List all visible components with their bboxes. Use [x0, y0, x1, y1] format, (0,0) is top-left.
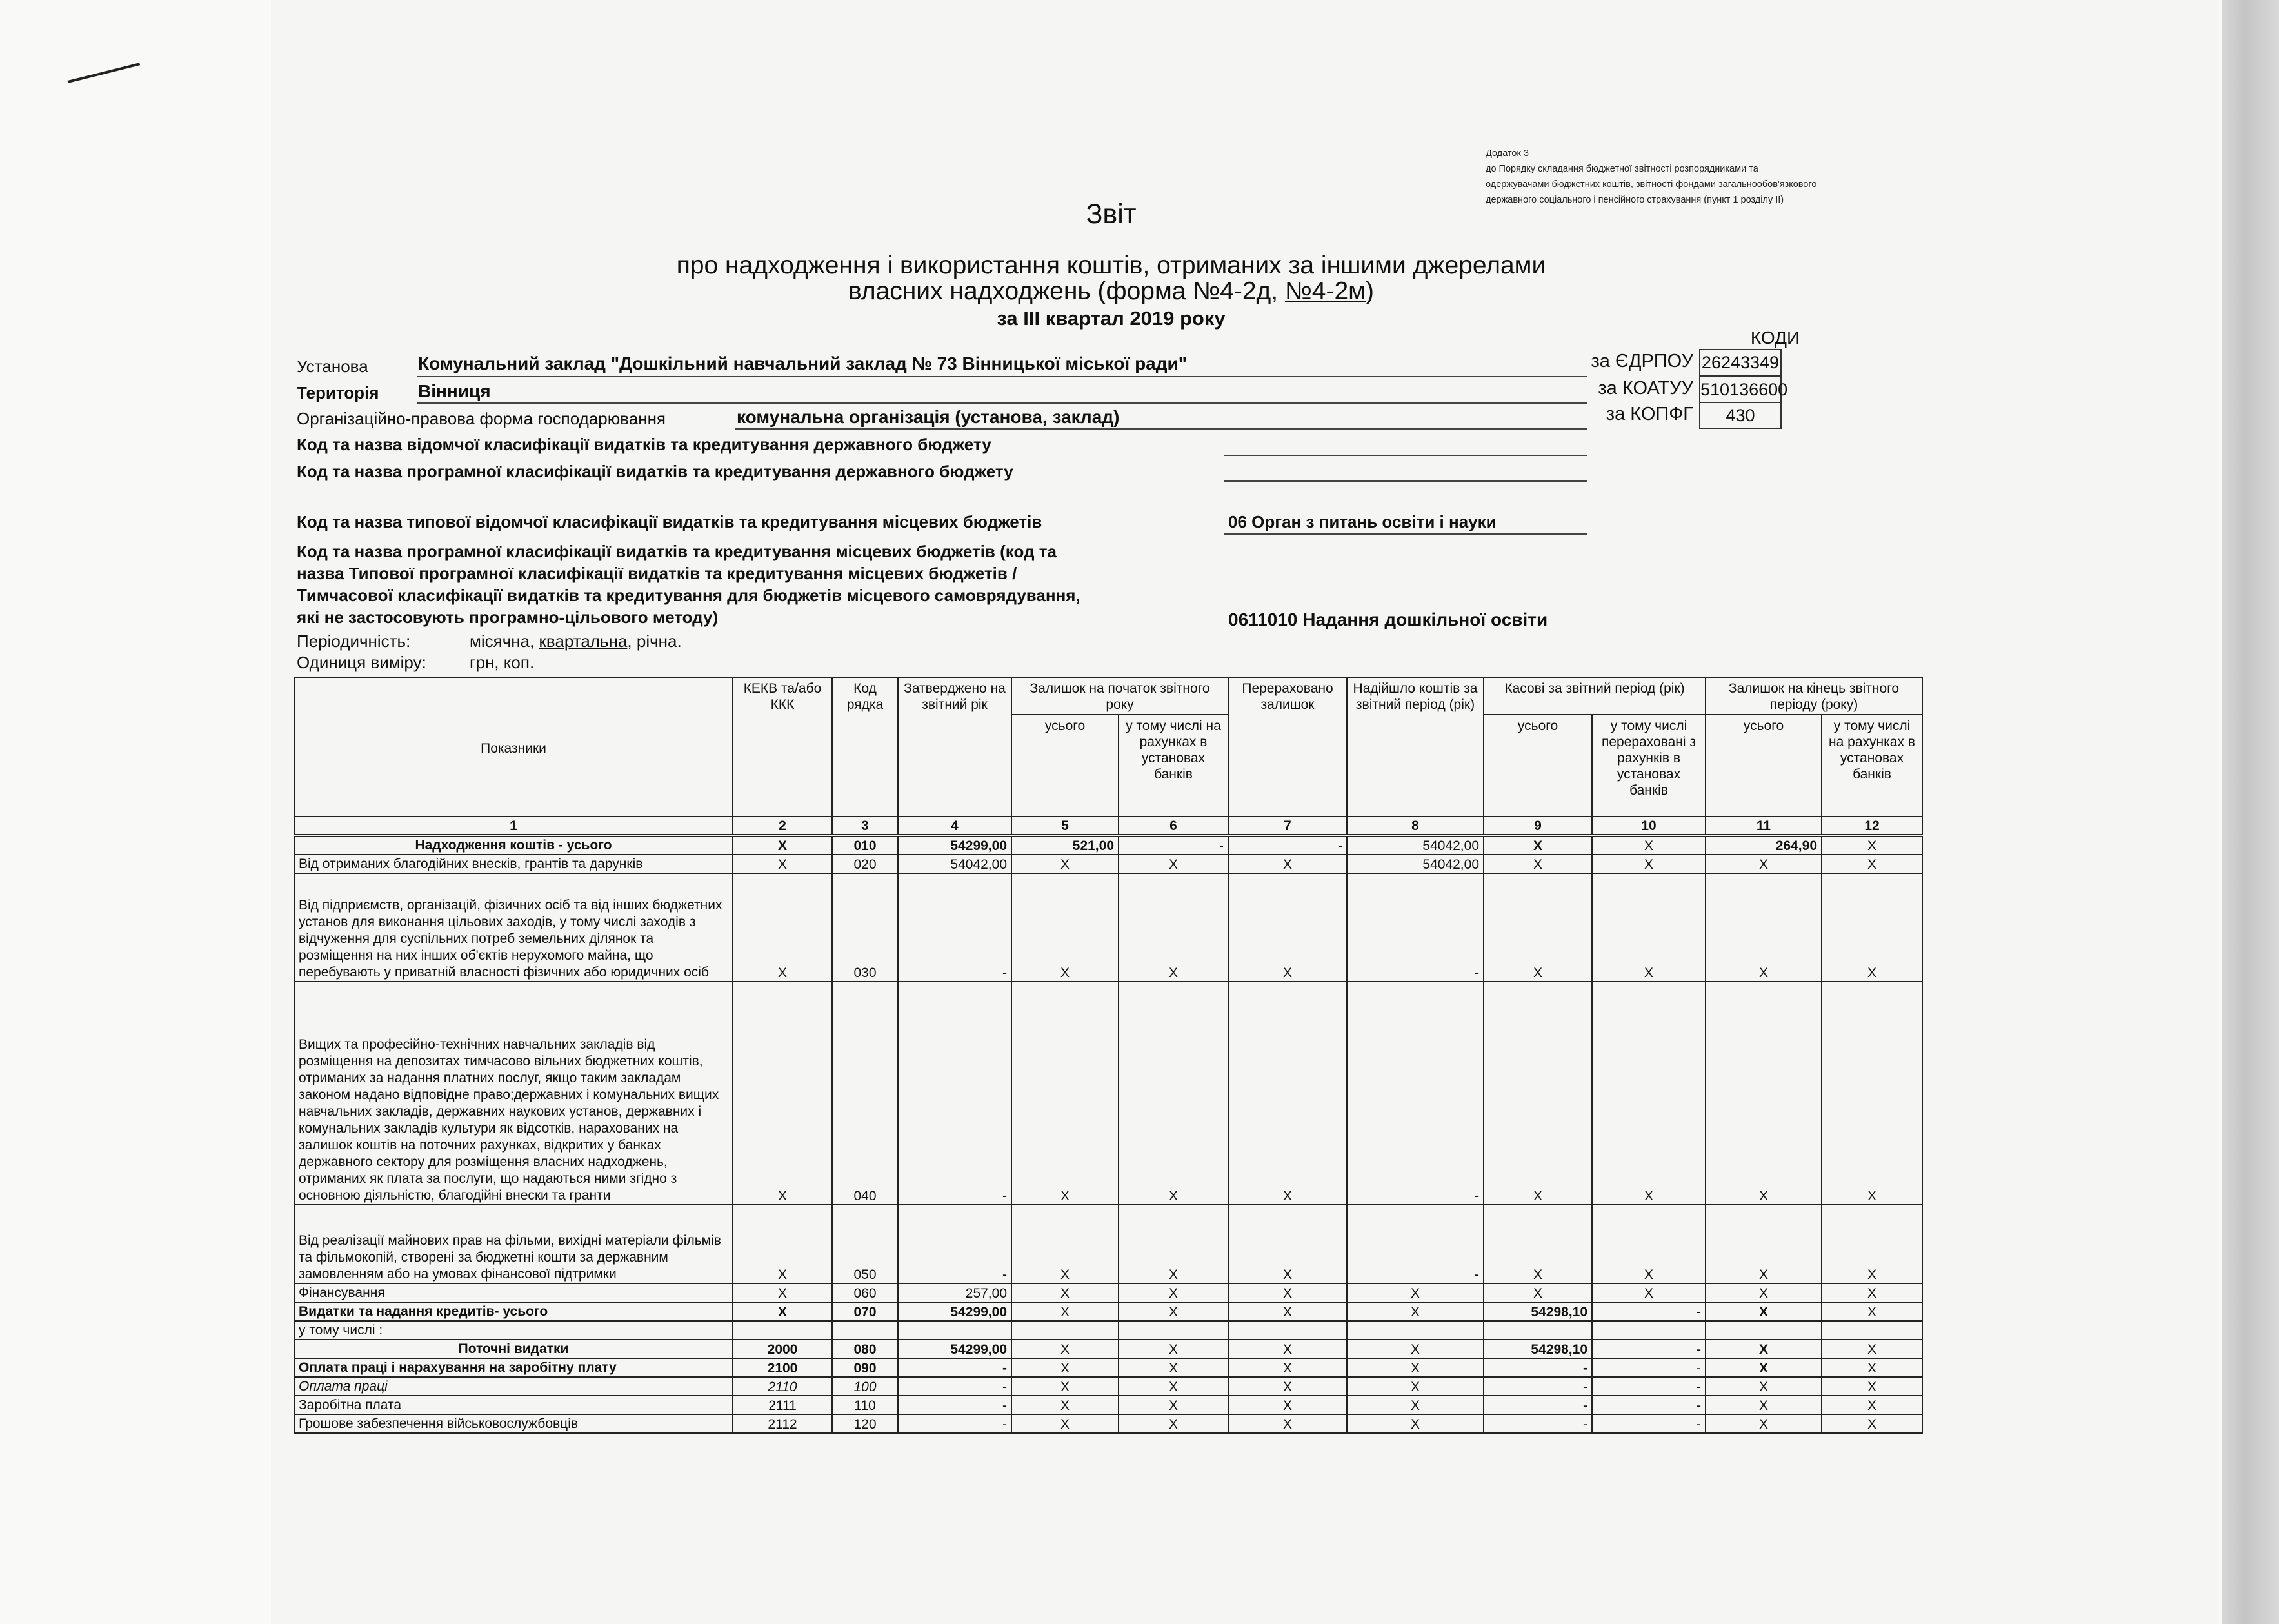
row-cell	[898, 1321, 1011, 1340]
column-number: 8	[1347, 817, 1484, 836]
row-cell: Х	[1706, 873, 1822, 982]
row-cell: -	[1484, 1377, 1592, 1396]
row-cell: Х	[1011, 855, 1119, 873]
header-balance-start: Залишок на початок звітного року	[1011, 677, 1228, 715]
column-number: 11	[1706, 817, 1822, 836]
row-cell: 040	[832, 982, 898, 1205]
table-row	[294, 982, 1922, 1205]
row-cell: Х	[1119, 1396, 1228, 1414]
row-cell: Х	[1706, 1396, 1822, 1414]
row-cell: Х	[1706, 1340, 1822, 1358]
row-cell: Х	[1822, 1377, 1922, 1396]
row-cell: Х	[1484, 873, 1592, 982]
periodicity-label: Періодичність:	[297, 631, 411, 651]
row-cell: Х	[1592, 855, 1706, 873]
row-cell: Х	[1119, 1302, 1228, 1321]
appendix-line: Додаток 3	[1486, 148, 1529, 159]
row-cell: Х	[1706, 1414, 1822, 1433]
row-indicator: Надходження коштів - усього	[294, 836, 733, 855]
header-in-banks: у тому числі на рахунках в установах банків	[1119, 715, 1228, 817]
table-row	[294, 1358, 1922, 1377]
column-number: 3	[832, 817, 898, 836]
header-approved: Затверджено на звітний рік	[898, 677, 1011, 817]
row-indicator: Оплата праці	[294, 1377, 733, 1396]
report-subtitle: про надходження і використання коштів, отриманих за іншими джерелами	[676, 252, 1546, 279]
row-cell: Х	[1011, 1302, 1119, 1321]
row-cell	[1228, 1321, 1347, 1340]
row-cell: Х	[1228, 1377, 1347, 1396]
report-period: за III квартал 2019 року	[997, 307, 1226, 330]
row-cell: Х	[1592, 873, 1706, 982]
kopfg-label: за КОПФГ	[1606, 404, 1693, 424]
row-cell: -	[898, 873, 1011, 982]
row-indicator: Видатки та надання кредитів- усього	[294, 1302, 733, 1321]
row-cell: Х	[1228, 1302, 1347, 1321]
underline	[1224, 533, 1587, 535]
header-kekv: КЕКВ та/або ККК	[733, 677, 832, 817]
local-prog-label: Тимчасової класифікації видатків та кредитування для бюджетів місцевого самоврядування,	[297, 586, 1080, 605]
local-prog-value: 0611010 Надання дошкільної освіти	[1228, 609, 1548, 629]
codes-heading: КОДИ	[1750, 328, 1800, 348]
header-total: усього	[1011, 715, 1119, 817]
row-cell: Х	[1484, 855, 1592, 873]
row-cell: Х	[733, 1205, 832, 1283]
row-cell	[1484, 1321, 1592, 1340]
form-number-underlined: №4-2м	[1284, 277, 1366, 305]
row-cell: 030	[832, 873, 898, 982]
row-indicator: Поточні видатки	[294, 1340, 733, 1358]
pen-mark	[68, 63, 141, 83]
row-cell: -	[1119, 836, 1228, 855]
row-cell: Х	[1822, 1358, 1922, 1377]
appendix-line: державного соціального і пенсійного страхування (пункт 1 розділу ІІ)	[1486, 195, 1784, 205]
row-cell: Х	[1592, 982, 1706, 1205]
row-cell: Х	[1592, 836, 1706, 855]
row-cell: -	[1592, 1396, 1706, 1414]
row-cell: 54299,00	[898, 836, 1011, 855]
table-row	[294, 1283, 1922, 1302]
row-cell: Х	[1822, 873, 1922, 982]
row-cell: 120	[832, 1414, 898, 1433]
row-cell: Х	[1011, 1358, 1119, 1377]
edrpou-label: за ЄДРПОУ	[1591, 351, 1693, 371]
row-cell: Х	[1822, 1302, 1922, 1321]
row-cell: 090	[832, 1358, 898, 1377]
local-prog-label: назва Типової програмної класифікації видатків та кредитування місцевих бюджетів /	[297, 564, 1017, 583]
row-cell: 257,00	[898, 1283, 1011, 1302]
row-cell: 54299,00	[898, 1340, 1011, 1358]
row-cell: Х	[1011, 1377, 1119, 1396]
row-cell: Х	[1119, 1414, 1228, 1433]
row-cell: -	[898, 1414, 1011, 1433]
row-cell: 54042,00	[1347, 855, 1484, 873]
row-cell: 54298,10	[1484, 1340, 1592, 1358]
row-cell: 2112	[733, 1414, 832, 1433]
row-indicator: Від реалізації майнових прав на фільми, вихідні матеріали фільмів та фільмокопій, створені за бюджетні кошти за державним замовленням або на умовах фінансової підтримки	[294, 1205, 733, 1283]
underline	[417, 376, 1587, 377]
row-cell: Х	[1822, 1283, 1922, 1302]
header-transferred: Перераховано залишок	[1228, 677, 1347, 817]
form-text: власних надходжень (форма №4-2д, №4-2м)	[848, 277, 1374, 305]
row-cell: 54299,00	[898, 1302, 1011, 1321]
row-cell: Х	[1484, 1283, 1592, 1302]
row-cell: 521,00	[1011, 836, 1119, 855]
row-cell: Х	[1011, 1396, 1119, 1414]
row-cell: Х	[1119, 1377, 1228, 1396]
row-cell: Х	[1706, 1358, 1822, 1377]
row-cell: Х	[1228, 1358, 1347, 1377]
row-cell: -	[1228, 836, 1347, 855]
row-cell: Х	[1119, 1283, 1228, 1302]
row-cell	[1119, 1321, 1228, 1340]
row-cell: -	[1484, 1396, 1592, 1414]
row-indicator: Заробітна плата	[294, 1396, 733, 1414]
row-cell: -	[1347, 1205, 1484, 1283]
row-cell: Х	[1119, 982, 1228, 1205]
row-cell: -	[1347, 982, 1484, 1205]
row-cell: Х	[733, 873, 832, 982]
table-row	[294, 873, 1922, 982]
row-cell: 2110	[733, 1377, 832, 1396]
edrpou-code: 26243349	[1699, 349, 1782, 376]
table-row	[294, 1205, 1922, 1283]
row-cell: Х	[1822, 1205, 1922, 1283]
table-row	[294, 1321, 1922, 1340]
row-cell	[1347, 1321, 1484, 1340]
row-cell: Х	[1822, 1340, 1922, 1358]
row-cell: Х	[1592, 1205, 1706, 1283]
row-cell: Х	[1347, 1377, 1484, 1396]
row-cell: Х	[1822, 982, 1922, 1205]
table-row	[294, 855, 1922, 873]
row-indicator: Від отриманих благодійних внесків, грантів та дарунків	[294, 855, 733, 873]
row-cell: 2100	[733, 1358, 832, 1377]
table-row	[294, 1302, 1922, 1321]
typical-class-value: 06 Орган з питань освіти і науки	[1228, 512, 1497, 531]
dept-class-label: Код та назва відомчої класифікації видатків та кредитування державного бюджету	[297, 435, 991, 454]
row-cell: Х	[1228, 1283, 1347, 1302]
header-balance-end: Залишок на кінець звітного періоду (року)	[1706, 677, 1922, 715]
report-title: Звіт	[1086, 199, 1137, 230]
row-cell: 080	[832, 1340, 898, 1358]
underline	[735, 428, 1587, 430]
row-cell: -	[1592, 1377, 1706, 1396]
prog-class-label: Код та назва програмної класифікації видатків та кредитування державного бюджету	[297, 462, 1013, 481]
row-cell	[1011, 1321, 1119, 1340]
row-cell: Х	[1011, 1205, 1119, 1283]
row-cell: Х	[1011, 1340, 1119, 1358]
row-cell: Х	[1706, 855, 1822, 873]
row-cell: 2000	[733, 1340, 832, 1358]
header-transferred-from-banks: у тому числі перераховані з рахунків в установах банків	[1592, 715, 1706, 817]
periodicity-quarterly: квартальна	[539, 631, 628, 651]
row-cell: Х	[1822, 1414, 1922, 1433]
column-number: 7	[1228, 817, 1347, 836]
row-cell: Х	[733, 836, 832, 855]
row-indicator: Грошове забезпечення військовослужбовців	[294, 1414, 733, 1433]
row-cell: Х	[1228, 873, 1347, 982]
row-cell: -	[898, 982, 1011, 1205]
row-cell: -	[898, 1358, 1011, 1377]
row-cell: Х	[1822, 855, 1922, 873]
row-cell: 54042,00	[898, 855, 1011, 873]
column-number: 2	[733, 817, 832, 836]
local-prog-label: Код та назва програмної класифікації видатків та кредитування місцевих бюджетів (код та	[297, 542, 1057, 561]
row-cell: Х	[1484, 1205, 1592, 1283]
row-cell: 110	[832, 1396, 898, 1414]
column-number: 1	[294, 817, 733, 836]
column-number: 12	[1822, 817, 1922, 836]
header-in-banks: у тому числі на рахунках в установах банків	[1822, 715, 1922, 817]
table-row	[294, 1414, 1922, 1433]
row-cell: 54042,00	[1347, 836, 1484, 855]
row-cell: 100	[832, 1377, 898, 1396]
underline	[1224, 455, 1587, 456]
periodicity-yearly: , річна.	[627, 631, 682, 651]
row-cell: Х	[1484, 982, 1592, 1205]
row-cell: Х	[733, 1302, 832, 1321]
row-indicator: Вищих та професійно-технічних навчальних закладів від розміщення на депозитах тимчасово вільних бюджетних коштів, отриманих за надання платних послуг, якщо таким закладам законом надано відповідне право;державних і комунальних вищих навчальних закладів, державних наукових установ, державних і комунальних закладів культури як відсотків, нарахованих на залишок коштів на поточних рахунках, відкритих у банках державного сектору для розміщення власних надходжень, отриманих як плата за послуги, що надаються ними згідно з основною діяльністю, благодійні внески та гранти	[294, 982, 733, 1205]
row-cell: -	[1484, 1414, 1592, 1433]
row-cell: -	[898, 1377, 1011, 1396]
row-cell: Х	[1011, 1283, 1119, 1302]
row-cell: -	[1592, 1414, 1706, 1433]
row-cell: Х	[1484, 836, 1592, 855]
row-indicator: у тому числі :	[294, 1321, 733, 1340]
row-cell: Х	[1119, 1340, 1228, 1358]
row-cell: Х	[1228, 1396, 1347, 1414]
column-number: 6	[1119, 817, 1228, 836]
row-cell: Х	[1706, 1205, 1822, 1283]
row-cell: -	[898, 1396, 1011, 1414]
territory-label: Територія	[297, 383, 379, 402]
row-cell: -	[898, 1205, 1011, 1283]
row-cell	[832, 1321, 898, 1340]
row-cell: Х	[1592, 1283, 1706, 1302]
row-cell: 54298,10	[1484, 1302, 1592, 1321]
scanner-edge	[2222, 0, 2279, 1624]
row-cell: Х	[733, 982, 832, 1205]
report-subtitle-form	[0, 277, 2222, 306]
institution-label: Установа	[297, 357, 368, 376]
typical-class-label: Код та назва типової відомчої класифікації видатків та кредитування місцевих бюджетів	[297, 512, 1042, 531]
periodicity-monthly: місячна,	[470, 631, 539, 651]
table-row	[294, 1340, 1922, 1358]
form-label: Організаційно-правова форма господарювання	[297, 409, 666, 428]
header-total: усього	[1484, 715, 1592, 817]
local-prog-label: які не застосовують програмно-цільового методу)	[297, 608, 719, 627]
row-cell: Х	[1119, 855, 1228, 873]
header-received: Надійшло коштів за звітний період (рік)	[1347, 677, 1484, 817]
row-cell	[1592, 1321, 1706, 1340]
row-cell	[733, 1321, 832, 1340]
column-number: 9	[1484, 817, 1592, 836]
row-cell: -	[1592, 1358, 1706, 1377]
row-cell: 070	[832, 1302, 898, 1321]
row-cell: Х	[733, 1283, 832, 1302]
row-indicator: Фінансування	[294, 1283, 733, 1302]
row-cell: -	[1347, 873, 1484, 982]
row-cell: Х	[1228, 1340, 1347, 1358]
row-cell: Х	[1119, 1205, 1228, 1283]
row-cell: Х	[1228, 982, 1347, 1205]
column-number: 5	[1011, 817, 1119, 836]
row-cell: Х	[1347, 1340, 1484, 1358]
row-cell: 060	[832, 1283, 898, 1302]
row-cell: Х	[1228, 1414, 1347, 1433]
appendix-line: до Порядку складання бюджетної звітності розпорядниками та	[1486, 164, 1758, 174]
table-row	[294, 1396, 1922, 1414]
row-cell: Х	[1347, 1283, 1484, 1302]
koatuu-label: за КОАТУУ	[1598, 378, 1693, 399]
row-cell: Х	[1347, 1396, 1484, 1414]
column-number: 10	[1592, 817, 1706, 836]
header-code: Код рядка	[832, 677, 898, 817]
row-cell: -	[1592, 1340, 1706, 1358]
row-cell: Х	[1119, 1358, 1228, 1377]
row-cell: Х	[1347, 1414, 1484, 1433]
header-cash: Касові за звітний період (рік)	[1484, 677, 1706, 715]
institution-name: Комунальний заклад "Дошкільний навчальний заклад № 73 Вінницької міської ради"	[418, 353, 1188, 373]
table-body	[294, 677, 1922, 1433]
row-cell: Х	[1228, 1205, 1347, 1283]
form-value: комунальна організація (установа, заклад)	[737, 407, 1120, 427]
row-cell: Х	[1706, 1283, 1822, 1302]
column-numbers-row	[294, 817, 1922, 836]
row-indicator: Від підприємств, організацій, фізичних осіб та від інших бюджетних установ для виконання цільових заходів, у тому числі заходів з відчуження для суспільних потреб земельних ділянок та розміщення на них інших об'єктів нерухомого майна, що перебувають у приватній власності фізичних або юридичних осіб	[294, 873, 733, 982]
table-row	[294, 836, 1922, 855]
row-cell: -	[1592, 1302, 1706, 1321]
underline	[417, 402, 1587, 404]
koatuu-code: 510136600	[1699, 376, 1782, 403]
row-cell	[1706, 1321, 1822, 1340]
row-cell: Х	[1706, 1377, 1822, 1396]
row-cell: -	[1484, 1358, 1592, 1377]
unit-value: грн, коп.	[470, 653, 535, 672]
row-cell: Х	[1119, 873, 1228, 982]
row-cell: 020	[832, 855, 898, 873]
row-cell: Х	[1706, 982, 1822, 1205]
unit-label: Одиниця виміру:	[297, 653, 426, 672]
column-number: 4	[898, 817, 1011, 836]
report-table	[294, 677, 1923, 1434]
underline	[1224, 480, 1587, 482]
periodicity-value	[470, 631, 682, 651]
row-cell: Х	[1706, 1302, 1822, 1321]
table-row	[294, 1377, 1922, 1396]
row-cell: 010	[832, 836, 898, 855]
row-cell: Х	[1347, 1302, 1484, 1321]
row-cell: 2111	[733, 1396, 832, 1414]
row-cell: 050	[832, 1205, 898, 1283]
row-cell	[1822, 1321, 1922, 1340]
appendix-line: одержувачами бюджетних коштів, звітності фондами загальнообов'язкового	[1486, 179, 1817, 190]
row-cell: 264,90	[1706, 836, 1822, 855]
row-cell: Х	[733, 855, 832, 873]
row-cell: Х	[1011, 1414, 1119, 1433]
row-indicator: Оплата праці і нарахування на заробітну плату	[294, 1358, 733, 1377]
row-cell: Х	[1011, 982, 1119, 1205]
row-cell: Х	[1347, 1358, 1484, 1377]
row-cell: Х	[1228, 855, 1347, 873]
territory-name: Вінниця	[418, 381, 491, 401]
header-total: усього	[1706, 715, 1822, 817]
kopfg-code: 430	[1699, 402, 1782, 429]
header-indicators: Показники	[294, 677, 733, 817]
row-cell: Х	[1822, 1396, 1922, 1414]
row-cell: Х	[1011, 873, 1119, 982]
row-cell: Х	[1822, 836, 1922, 855]
